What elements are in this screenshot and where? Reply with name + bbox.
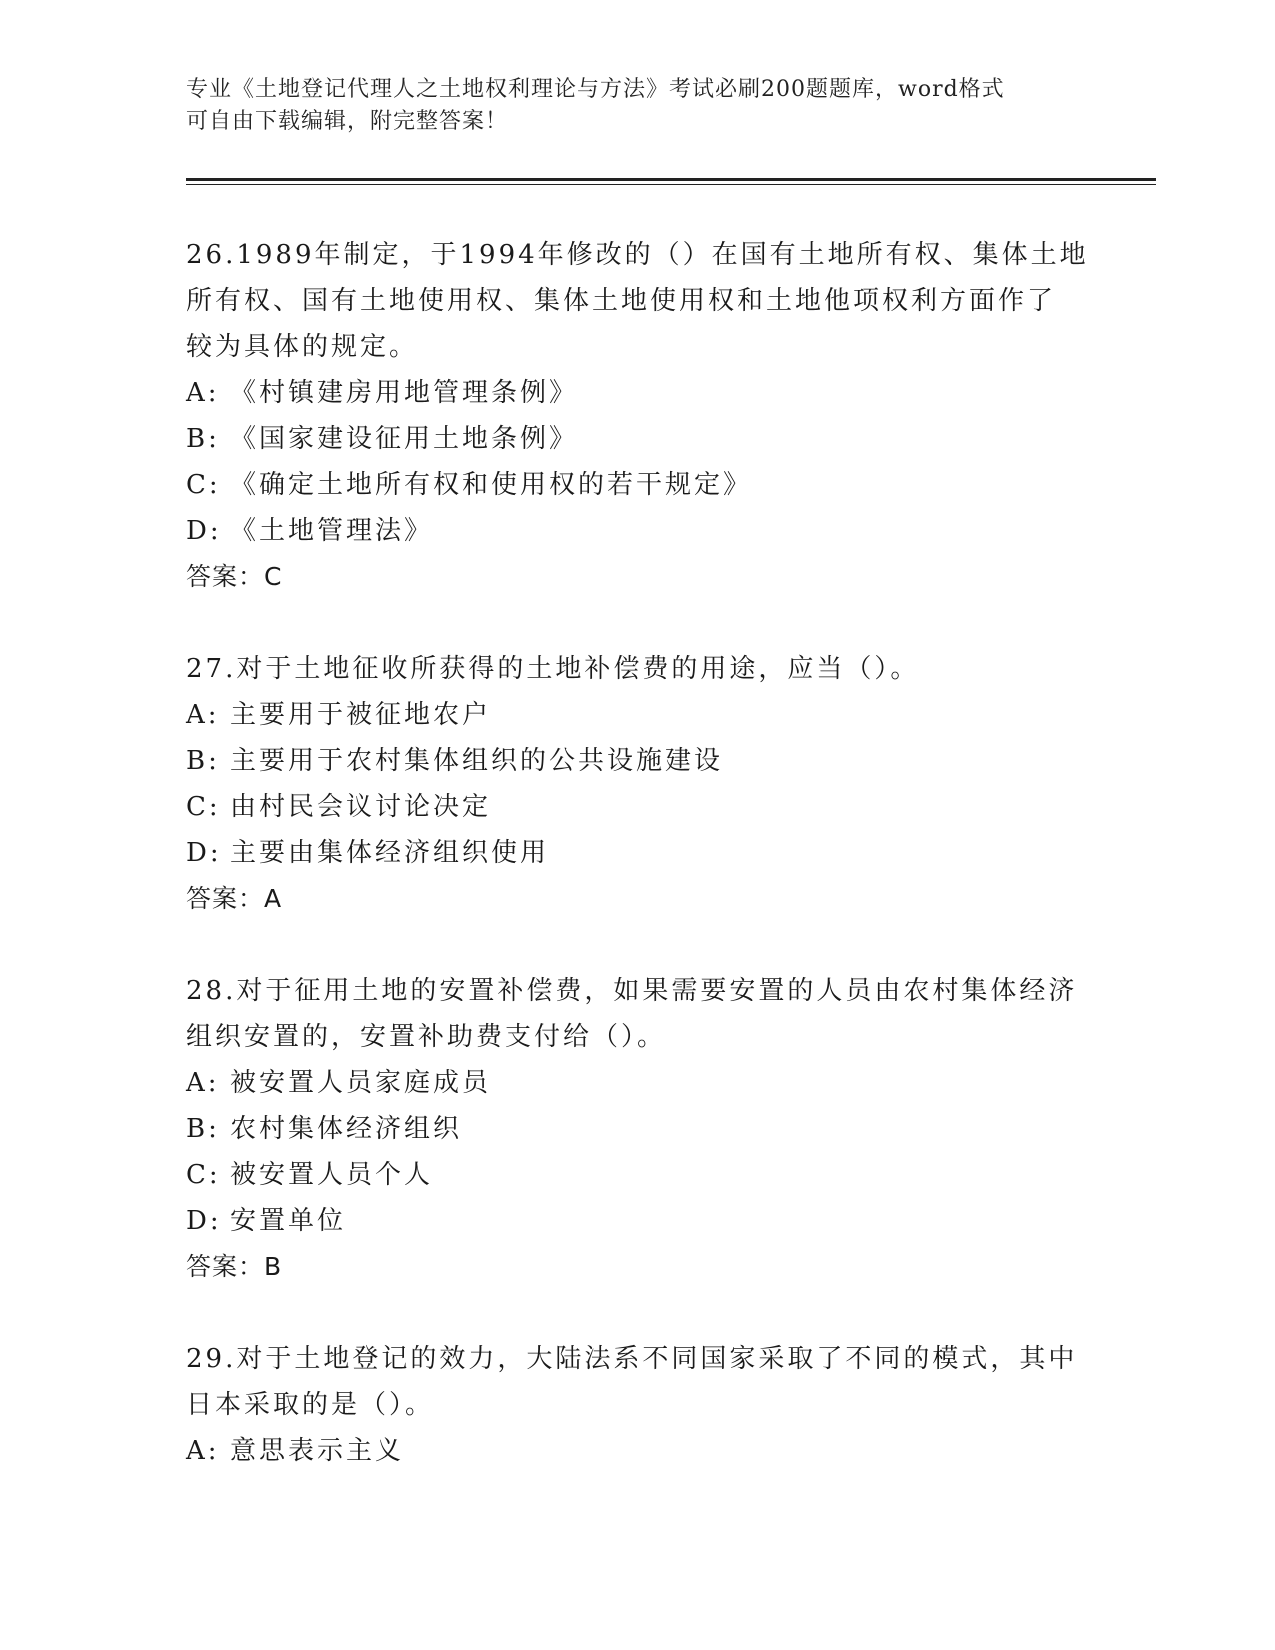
question-text-line: 27.对于土地征收所获得的土地补偿费的用途，应当（）。 [186,654,920,684]
option-letter: C: [186,470,221,500]
option-d [186,1198,1086,1244]
option-text: 《村镇建房用地管理条例》 [230,378,579,408]
answer-label: 答案：B [186,1252,283,1281]
option-text: 主要用于农村集体组织的公共设施建设 [230,746,724,776]
option-text: 农村集体经济组织 [230,1114,463,1144]
option-text: 由村民会议讨论决定 [230,792,492,822]
question-27 [186,646,1086,922]
question-text-line: 所有权、国有土地使用权、集体土地使用权和土地他项权利方面作了 [186,286,1057,316]
question-28 [186,968,1086,1290]
option-text: 《确定土地所有权和使用权的若干规定》 [230,470,753,500]
header-rule-thick [186,178,1156,181]
answer-label: 答案：C [186,562,283,591]
option-letter: B: [186,746,220,776]
option-letter: A: [186,1436,220,1466]
option-text: 《国家建设征用土地条例》 [230,424,579,454]
question-26 [186,232,1089,600]
option-a [186,370,1086,416]
option-text: 安置单位 [230,1206,347,1236]
option-d [186,508,1086,554]
question-29 [186,1336,1086,1474]
option-letter: D: [186,1206,222,1236]
option-letter: C: [186,792,221,822]
option-text: 被安置人员家庭成员 [230,1068,492,1098]
option-letter: D: [186,516,222,546]
question-text-line: 日本采取的是（）。 [186,1390,435,1420]
option-letter: C: [186,1160,221,1190]
option-letter: B: [186,424,220,454]
option-letter: A: [186,700,220,730]
option-a [186,692,1086,738]
header-line-2: 可自由下载编辑，附完整答案！ [186,109,509,134]
option-letter: B: [186,1114,220,1144]
option-text: 被安置人员个人 [230,1160,434,1190]
question-text-line: 较为具体的规定。 [186,332,419,362]
option-b [186,1106,1086,1152]
option-a [186,1428,1086,1474]
option-letter: A: [186,1068,220,1098]
option-a [186,1060,1086,1106]
header-rule-thin [186,184,1156,185]
option-b [186,738,1086,784]
option-text: 《土地管理法》 [230,516,434,546]
option-b [186,416,1086,462]
question-text-line: 组织安置的，安置补助费支付给（）。 [186,1022,667,1052]
option-letter: A: [186,378,220,408]
document-header [186,74,1066,138]
option-text: 意思表示主义 [230,1436,405,1466]
question-text-line: 26.1989年制定，于1994年修改的（）在国有土地所有权、集体土地 [186,240,1089,270]
question-list [186,232,1089,1520]
answer-label: 答案：A [186,884,283,913]
question-text-line: 29.对于土地登记的效力，大陆法系不同国家采取了不同的模式，其中 [186,1344,1078,1374]
option-text: 主要由集体经济组织使用 [230,838,550,868]
option-c [186,462,1086,508]
question-text-line: 28.对于征用土地的安置补偿费，如果需要安置的人员由农村集体经济 [186,976,1078,1006]
option-c [186,784,1086,830]
option-letter: D: [186,838,222,868]
header-line-1: 专业《土地登记代理人之土地权利理论与方法》考试必刷200题题库，word格式 [186,77,1005,102]
option-d [186,830,1086,876]
option-text: 主要用于被征地农户 [230,700,492,730]
option-c [186,1152,1086,1198]
